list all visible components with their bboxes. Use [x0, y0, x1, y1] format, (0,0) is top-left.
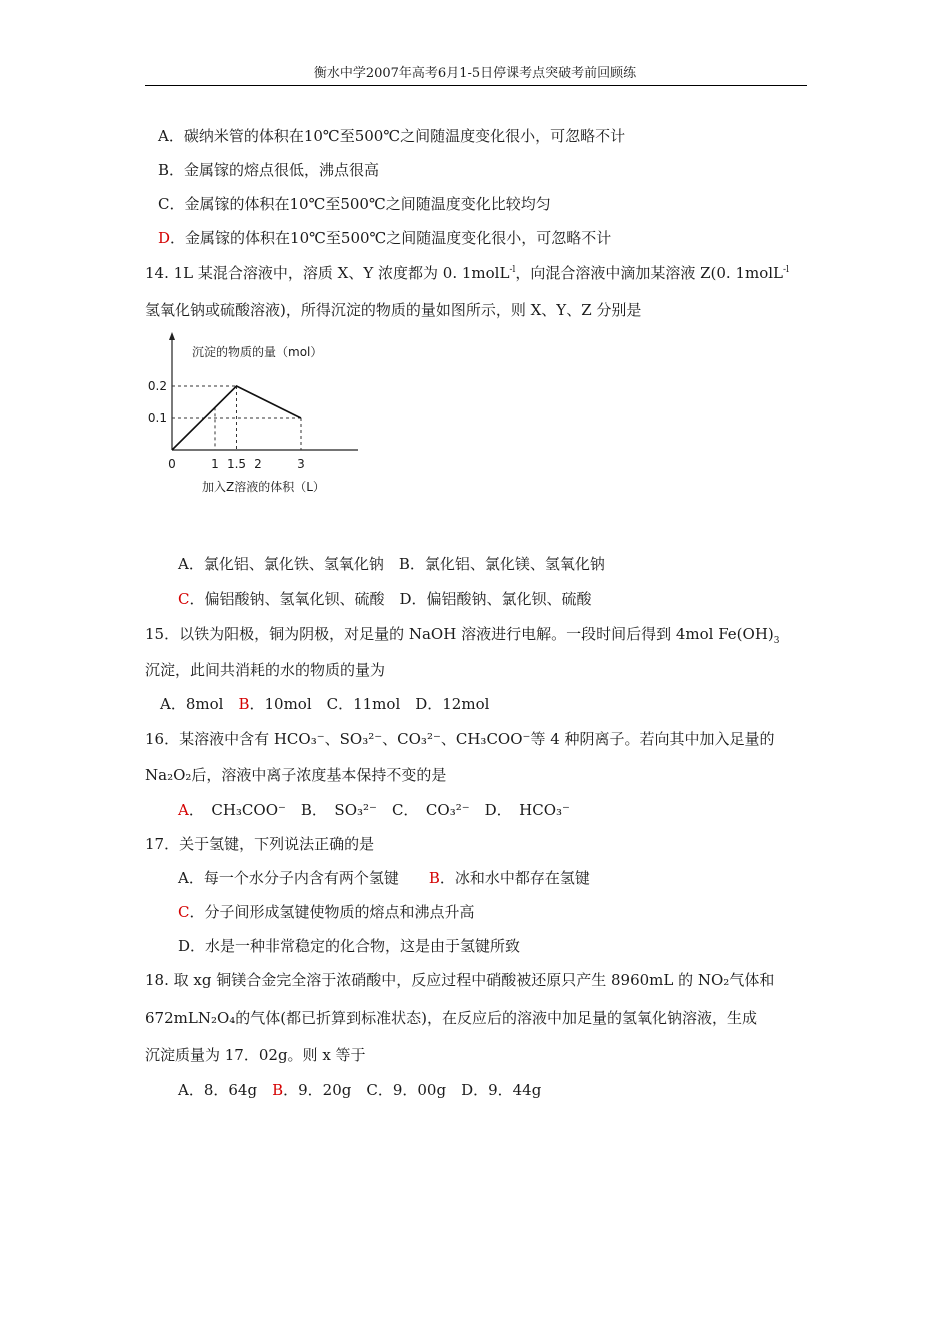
y-tick-label: 0.2	[147, 379, 167, 393]
q17-stem: 17．关于氢键，下列说法正确的是	[145, 835, 375, 853]
q16-stem-line1: 16．某溶液中含有 HCO₃⁻、SO₃²⁻、CO₃²⁻、CH₃COO⁻等 4 种阴离子。若向其中加入足量的	[145, 730, 775, 748]
q14-options-cd	[178, 589, 592, 609]
answer-letter: A	[178, 801, 189, 819]
x-tick-label: 1	[211, 457, 219, 471]
option-text: ．分子间形成氢键使物质的熔点和沸点升高	[189, 903, 475, 921]
q18-stem-line3: 沉淀质量为 17．02g。则 x 等于	[145, 1046, 366, 1064]
option-text: ．9．20g C．9．00g D．9．44g	[283, 1081, 542, 1099]
x-tick-label: 3	[297, 457, 305, 471]
q18-stem-line2: 672mLN₂O₄的气体(都已折算到标准状态)，在反应后的溶液中加足量的氢氧化钠溶液，生成	[145, 1009, 757, 1027]
answer-letter: D	[158, 229, 171, 247]
q16-stem-line2: Na₂O₂后，溶液中离子浓度基本保持不变的是	[145, 766, 447, 784]
stem-text: 14. 1L 某混合溶液中，溶质 X、Y 浓度都为 0. 1molL	[145, 264, 510, 282]
q16-options	[178, 800, 570, 820]
y-axis-arrow	[169, 332, 175, 340]
header-rule	[145, 85, 807, 86]
q13-option-c: C．金属镓的体积在10℃至500℃之间随温度变化比较均匀	[158, 195, 551, 213]
q15-stem-line2: 沉淀，此间共消耗的水的物质的量为	[145, 661, 386, 679]
option-text: ．10mol C．11mol D．12mol	[249, 695, 490, 713]
precipitate-chart	[140, 330, 380, 500]
q14-stem-line1	[145, 263, 789, 283]
x-tick-label: 1.5	[226, 457, 247, 471]
q13-option-d	[158, 228, 611, 248]
option-a: A．8．64g	[178, 1081, 258, 1099]
answer-letter: C	[178, 590, 190, 608]
option-text: ．金属镓的体积在10℃至500℃之间随温度变化很小，可忽略不计	[170, 229, 612, 247]
q13-option-a: A．碳纳米管的体积在10℃至500℃之间随温度变化很小，可忽略不计	[158, 127, 626, 145]
q15-stem-line1	[145, 624, 780, 644]
q15-options	[160, 694, 489, 714]
subscript: 3	[773, 636, 780, 646]
q13-option-b: B．金属镓的熔点很低，沸点很高	[158, 161, 380, 179]
q14-stem-line2: 氢氧化钠或硫酸溶液)，所得沉淀的物质的量如图所示，则 X、Y、Z 分别是	[145, 301, 642, 319]
option-a: A．每一个水分子内含有两个氢键	[178, 869, 399, 887]
q18-stem-line1: 18. 取 xg 铜镁合金完全溶于浓硝酸中，反应过程中硝酸被还原只产生 8960mL 的 NO₂气体和	[145, 971, 775, 989]
answer-letter: B	[272, 1081, 284, 1099]
answer-letter: C	[178, 903, 190, 921]
q17-options-ab	[178, 868, 590, 888]
stem-text: 15．以铁为阳极，铜为阴极，对足量的 NaOH 溶液进行电解。一段时间后得到 4mol Fe(OH)	[145, 625, 774, 643]
option-a: A．8mol	[160, 695, 224, 713]
chart-x-title: 加入Z溶液的体积（L）	[202, 480, 325, 494]
answer-letter: B	[238, 695, 250, 713]
q17-option-d: D．水是一种非常稳定的化合物，这是由于氢键所致	[178, 937, 521, 955]
x-tick-label: 0	[168, 457, 176, 471]
chart-y-title: 沉淀的物质的量（mol）	[192, 345, 323, 359]
x-tick-label: 2	[254, 457, 262, 471]
y-tick-label: 0.1	[147, 411, 167, 425]
page-header: 衡水中学2007年高考6月1-5日停课考点突破考前回顾练	[313, 66, 637, 81]
answer-letter: B	[428, 869, 440, 887]
q17-option-c	[178, 902, 475, 922]
q18-options	[178, 1080, 541, 1100]
superscript: -l	[509, 265, 516, 275]
option-text: ．冰和水中都存在氢键	[439, 869, 590, 887]
option-text: ． CH₃COO⁻ B． SO₃²⁻ C． CO₃²⁻ D． HCO₃⁻	[188, 801, 570, 819]
superscript: -l	[783, 265, 789, 275]
q14-options-ab: A．氯化铝、氯化铁、氢氧化钠 B．氯化铝、氯化镁、氢氧化钠	[178, 555, 605, 573]
option-text: ．偏铝酸钠、氢氧化钡、硫酸 D．偏铝酸钠、氯化钡、硫酸	[189, 590, 592, 608]
stem-text: ，向混合溶液中滴加某溶液 Z(0. 1molL	[515, 264, 784, 282]
